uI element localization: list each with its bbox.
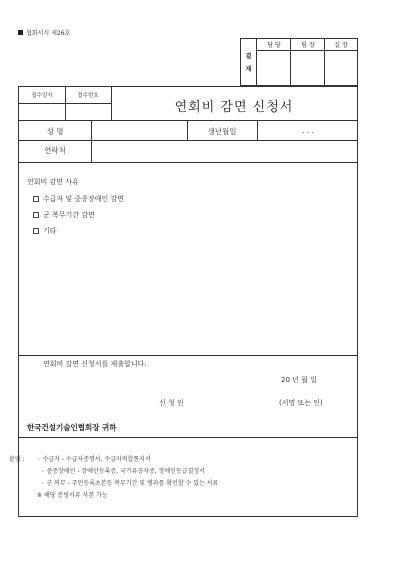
reason-option-2[interactable] bbox=[33, 210, 95, 220]
reason-option-3-label: 기타 bbox=[43, 227, 57, 235]
reason-option-3[interactable] bbox=[33, 226, 57, 236]
approval-table bbox=[240, 38, 358, 86]
reason-option-1-label: 수급자 및 중증장애인 감면 bbox=[43, 195, 125, 203]
application-form bbox=[9, 86, 358, 517]
attachment-item-3: ◦ 군 복무 - 주민등록초본등 복무기간 및 병과를 확인할 수 있는 서류 bbox=[41, 480, 219, 487]
birth-field[interactable]: . . . bbox=[302, 126, 314, 135]
checkbox-icon[interactable] bbox=[33, 212, 39, 218]
attachments-label: 붙임 : bbox=[9, 456, 25, 463]
approval-label-top: 결 bbox=[245, 53, 252, 60]
checkbox-icon[interactable] bbox=[33, 228, 39, 234]
sign-note: (서명 또는 인) bbox=[279, 399, 323, 407]
square-bullet-icon bbox=[18, 30, 23, 35]
page-title: 연회비 감면 신청서 bbox=[174, 100, 294, 115]
approval-col-3-header: 실 장 bbox=[325, 39, 357, 51]
recipient: 한국건설기술인협회장 귀하 bbox=[27, 423, 117, 432]
approval-col-2-header: 팀 장 bbox=[291, 39, 325, 51]
form-number-text: 협회서식 제26호 bbox=[26, 30, 71, 37]
contact-label: 연락처 bbox=[44, 146, 66, 155]
submission-date[interactable]: 20 년 월 일 bbox=[281, 376, 317, 384]
reason-option-2-label: 군 복무기간 감면 bbox=[43, 211, 95, 219]
name-label: 성 명 bbox=[46, 127, 64, 136]
form-number bbox=[18, 28, 70, 37]
applicant-label: 신 청 인 bbox=[159, 399, 184, 407]
birth-label: 생년월일 bbox=[207, 127, 237, 136]
submission-statement: 연회비 감면 신청서를 제출합니다. bbox=[43, 360, 147, 368]
name-field[interactable] bbox=[92, 121, 186, 139]
contact-field[interactable] bbox=[92, 141, 358, 161]
reason-heading: 연회비 감면 사유 bbox=[27, 178, 79, 186]
approval-col-1-header: 담 당 bbox=[257, 39, 291, 51]
receipt-date-field[interactable] bbox=[20, 105, 64, 119]
receipt-date-label: 접수일자 bbox=[31, 93, 53, 99]
approval-label bbox=[241, 39, 257, 85]
attachment-item-2: ◦ 중증장애인 - 장애인등록증, 국가유공자증, 장애인등급결정서 bbox=[41, 468, 205, 475]
receipt-number-field[interactable] bbox=[66, 105, 110, 119]
reason-option-1[interactable] bbox=[33, 194, 124, 204]
checkbox-icon[interactable] bbox=[33, 196, 39, 202]
approval-label-bottom: 재 bbox=[245, 66, 252, 73]
attachment-item-1: ◦ 수급자 - 수급자증명서, 수급자적합통지서 bbox=[37, 456, 151, 463]
attachment-note: ※ 해당 증빙서류 사본 가능 bbox=[37, 492, 108, 499]
receipt-number-label: 접수번호 bbox=[77, 93, 99, 99]
